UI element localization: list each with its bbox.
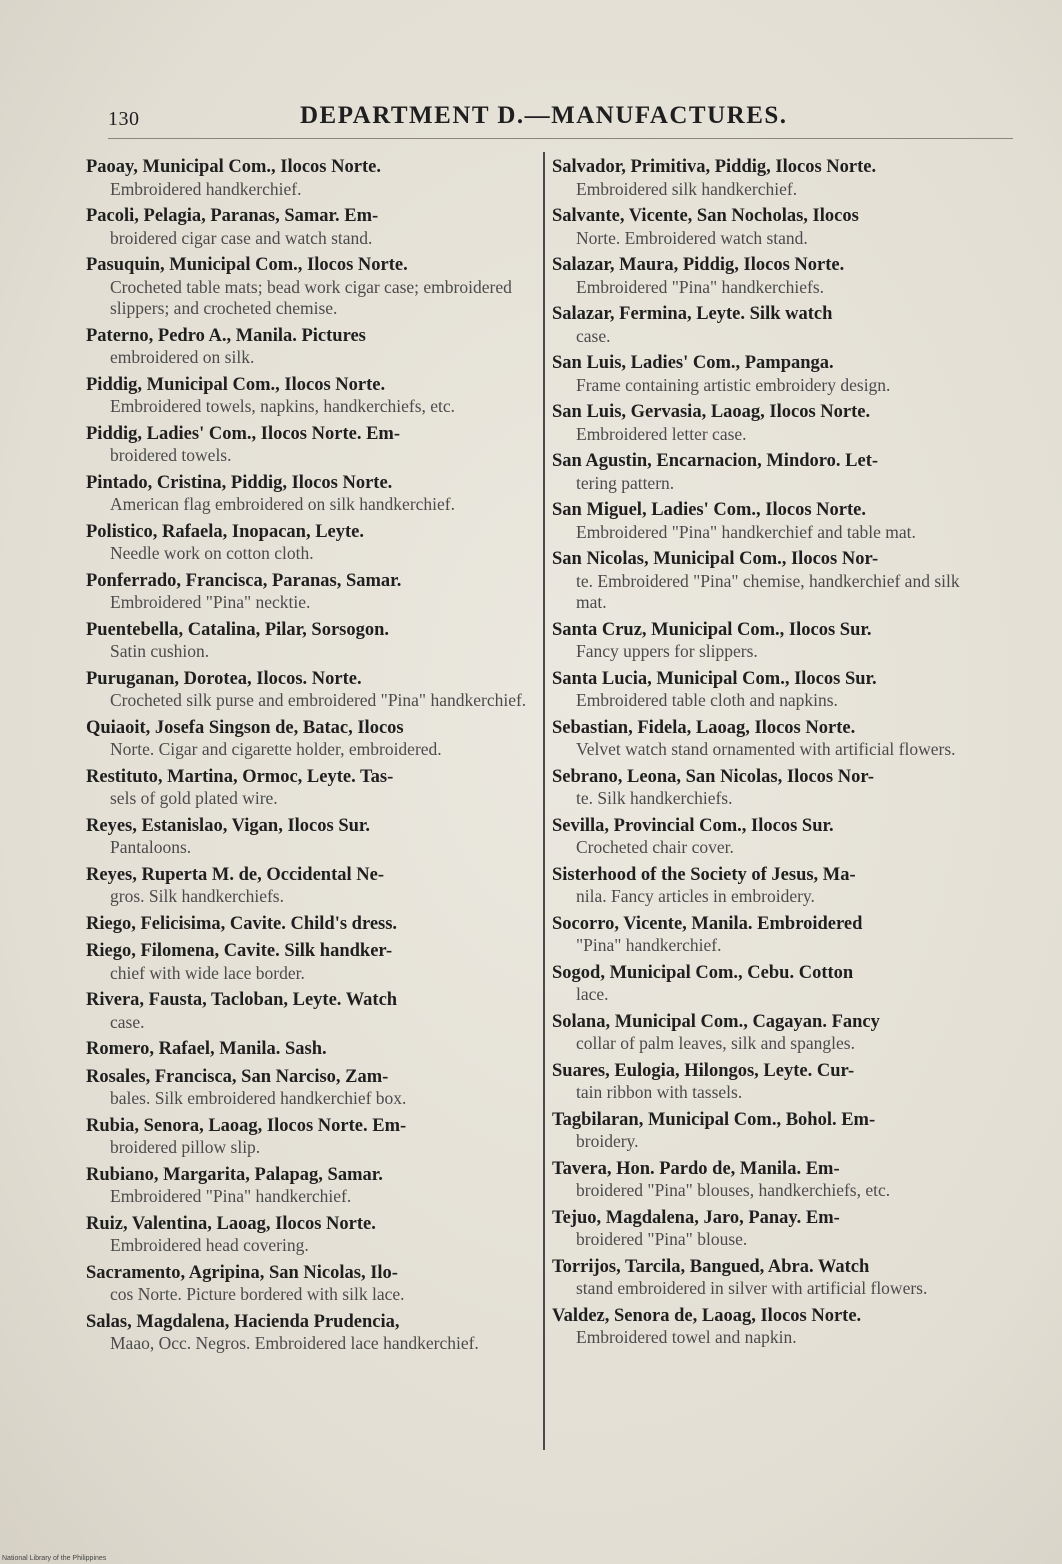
entry-name: Pasuquin, Municipal Com., Ilocos Norte. [86, 255, 408, 275]
list-item [552, 401, 994, 445]
list-item [552, 156, 994, 200]
entry-description: Embroidered "Pina" handkerchief. [110, 1186, 352, 1206]
list-item [86, 374, 532, 418]
list-item [86, 254, 532, 320]
entry-description: broidered pillow slip. [110, 1137, 261, 1157]
entry-name: Reyes, Estanislao, Vigan, Ilocos Sur. [86, 815, 371, 836]
entry-description: Embroidered "Pina" necktie. [110, 592, 311, 612]
list-item [86, 570, 532, 614]
list-item [552, 815, 994, 859]
list-item [86, 1164, 532, 1208]
list-item [86, 325, 532, 369]
entry-description: Norte. Embroidered watch stand. [576, 227, 808, 248]
entry-description: Embroidered head covering. [110, 1235, 309, 1255]
entry-description: Embroidered silk handkerchief. [576, 178, 798, 199]
entry-name: Pacoli, Pelagia, Paranas, Samar. Em- [86, 206, 379, 226]
list-item [552, 1011, 994, 1055]
entry-name: Riego, Filomena, Cavite. Silk handker- [86, 941, 393, 961]
entry-name: San Nicolas, Municipal Com., Ilocos Nor- [552, 549, 879, 569]
entry-name: Salvador, Primitiva, Piddig, Ilocos Norte. [552, 157, 877, 177]
entry-name: Polistico, Rafaela, Inopacan, Leyte. [86, 521, 364, 542]
entry-description: case. [576, 325, 611, 346]
entry-name: Riego, Felicisima, Cavite. Child's dress. [86, 913, 398, 934]
entry-name: Rivera, Fausta, Tacloban, Leyte. Watch [86, 990, 398, 1010]
entry-name: San Luis, Ladies' Com., Pampanga. [552, 353, 834, 373]
entry-description: te. Embroidered "Pina" chemise, handkerchief and silk mat. [576, 570, 960, 612]
entry-description: Crocheted table mats; bead work cigar case; embroidered slippers; and crocheted chemise. [110, 276, 512, 318]
list-item [86, 423, 532, 467]
list-item [86, 1262, 532, 1306]
entry-name: San Miguel, Ladies' Com., Ilocos Norte. [552, 500, 866, 520]
entry-description: broidered "Pina" blouses, handkerchiefs, etc. [576, 1180, 891, 1200]
list-item [86, 521, 532, 565]
entry-name: Paterno, Pedro A., Manila. Pictures [86, 325, 366, 346]
entry-name: Salvante, Vicente, San Nocholas, Ilocos [552, 206, 859, 226]
entry-name: Quiaoit, Josefa Singson de, Batac, Ilocos [86, 717, 404, 738]
entry-name: Rubia, Senora, Laoag, Ilocos Norte. Em- [86, 1115, 407, 1136]
entry-description: broidered cigar case and watch stand. [110, 227, 373, 248]
entry-description: Pantaloons. [110, 837, 192, 857]
entry-name: Salazar, Maura, Piddig, Ilocos Norte. [552, 255, 845, 275]
list-item [86, 766, 532, 810]
list-item [552, 1158, 994, 1202]
entry-description: nila. Fancy articles in embroidery. [576, 886, 815, 906]
entry-name: Sebrano, Leona, San Nicolas, Ilocos Nor- [552, 766, 875, 787]
entry-description: lace. [576, 984, 609, 1004]
list-item [86, 989, 532, 1033]
entry-description: broidered towels. [110, 445, 232, 465]
list-item [552, 450, 994, 494]
entry-description: Velvet watch stand ornamented with artificial flowers. [576, 739, 956, 759]
entry-description: gros. Silk handkerchiefs. [110, 886, 284, 906]
list-item [86, 472, 532, 516]
entry-description: te. Silk handkerchiefs. [576, 788, 733, 808]
list-item [86, 619, 532, 663]
entry-description: Embroidered table cloth and napkins. [576, 690, 838, 710]
entry-name: Puentebella, Catalina, Pilar, Sorsogon. [86, 619, 390, 640]
entry-description: tering pattern. [576, 472, 675, 493]
entry-name: Piddig, Ladies' Com., Ilocos Norte. Em- [86, 423, 400, 444]
entry-name: Puruganan, Dorotea, Ilocos. Norte. [86, 668, 362, 689]
entry-name: Suares, Eulogia, Hilongos, Leyte. Cur- [552, 1060, 855, 1081]
page-title: DEPARTMENT D.—MANUFACTURES. [300, 102, 788, 129]
entry-name: Santa Cruz, Municipal Com., Ilocos Sur. [552, 619, 872, 640]
entry-description: tain ribbon with tassels. [576, 1082, 743, 1102]
list-item [86, 913, 532, 936]
entry-description: Embroidered "Pina" handkerchief and table mat. [576, 521, 916, 542]
column-divider [543, 152, 545, 1450]
list-item [552, 1256, 994, 1300]
entry-description: Embroidered handkerchief. [110, 178, 302, 199]
list-item [552, 205, 994, 249]
list-item [552, 913, 994, 957]
entry-name: San Luis, Gervasia, Laoag, Ilocos Norte. [552, 402, 871, 422]
entry-name: Paoay, Municipal Com., Ilocos Norte. [86, 157, 381, 177]
list-item [552, 766, 994, 810]
entry-name: Salazar, Fermina, Leyte. Silk watch [552, 304, 833, 324]
entry-name: Sisterhood of the Society of Jesus, Ma- [552, 864, 856, 885]
list-item [86, 668, 532, 712]
list-item [552, 864, 994, 908]
entry-description: Maao, Occ. Negros. Embroidered lace handkerchief. [110, 1333, 479, 1353]
entry-name: Sacramento, Agripina, San Nicolas, Ilo- [86, 1262, 398, 1283]
list-item [86, 1311, 532, 1355]
entry-name: Reyes, Ruperta M. de, Occidental Ne- [86, 864, 384, 885]
entry-name: Rubiano, Margarita, Palapag, Samar. [86, 1164, 383, 1185]
entry-description: cos Norte. Picture bordered with silk lace. [110, 1284, 405, 1304]
list-item [552, 303, 994, 347]
entry-name: Rosales, Francisca, San Narciso, Zam- [86, 1066, 389, 1087]
entry-description: Crocheted chair cover. [576, 837, 734, 857]
entry-description: Needle work on cotton cloth. [110, 543, 314, 563]
list-item [86, 1115, 532, 1159]
entry-description: chief with wide lace border. [110, 962, 305, 983]
right-column [552, 156, 994, 1354]
entry-name: Pintado, Cristina, Piddig, Ilocos Norte. [86, 472, 393, 493]
list-item [86, 815, 532, 859]
entry-description: "Pina" handkerchief. [576, 935, 722, 955]
entry-description: bales. Silk embroidered handkerchief box. [110, 1088, 407, 1108]
page-number: 130 [108, 108, 140, 130]
entry-name: Sebastian, Fidela, Laoag, Ilocos Norte. [552, 717, 856, 738]
entry-name: Valdez, Senora de, Laoag, Ilocos Norte. [552, 1305, 862, 1326]
list-item [86, 1066, 532, 1110]
list-item [552, 1207, 994, 1251]
entry-description: Crocheted silk purse and embroidered "Pina" handkerchief. [110, 690, 527, 710]
list-item [86, 717, 532, 761]
entry-name: Restituto, Martina, Ormoc, Leyte. Tas- [86, 766, 394, 787]
entry-description: American flag embroidered on silk handkerchief. [110, 494, 456, 514]
entry-name: Solana, Municipal Com., Cagayan. Fancy [552, 1011, 880, 1032]
entry-name: Tavera, Hon. Pardo de, Manila. Em- [552, 1158, 840, 1179]
entry-name: Santa Lucia, Municipal Com., Ilocos Sur. [552, 668, 877, 689]
entry-name: Torrijos, Tarcila, Bangued, Abra. Watch [552, 1256, 870, 1277]
entry-name: Salas, Magdalena, Hacienda Prudencia, [86, 1311, 400, 1332]
entry-description: Embroidered towel and napkin. [576, 1327, 797, 1347]
list-item [86, 205, 532, 249]
list-item [86, 156, 532, 200]
list-item [552, 717, 994, 761]
entry-name: Ponferrado, Francisca, Paranas, Samar. [86, 570, 402, 591]
entry-description: Embroidered towels, napkins, handkerchiefs, etc. [110, 396, 456, 416]
entry-description: collar of palm leaves, silk and spangles. [576, 1033, 855, 1053]
entry-name: Socorro, Vicente, Manila. Embroidered [552, 913, 863, 934]
entry-name: Sogod, Municipal Com., Cebu. Cotton [552, 962, 854, 983]
list-item [552, 1060, 994, 1104]
scan-credit: National Library of the Philippines [2, 1555, 107, 1562]
list-item [552, 962, 994, 1006]
entry-description: stand embroidered in silver with artificial flowers. [576, 1278, 928, 1298]
entry-name: San Agustin, Encarnacion, Mindoro. Let- [552, 451, 879, 471]
entry-description: case. [110, 1011, 145, 1032]
entry-name: Tagbilaran, Municipal Com., Bohol. Em- [552, 1109, 876, 1130]
list-item [86, 1038, 532, 1061]
entry-description: broidered "Pina" blouse. [576, 1229, 748, 1249]
list-item [86, 1213, 532, 1257]
entry-description: Fancy uppers for slippers. [576, 641, 758, 661]
list-item [86, 864, 532, 908]
entry-name: Romero, Rafael, Manila. Sash. [86, 1039, 327, 1059]
entry-description: Embroidered "Pina" handkerchiefs. [576, 276, 825, 297]
entry-description: sels of gold plated wire. [110, 788, 278, 808]
entry-description: embroidered on silk. [110, 347, 255, 367]
entry-description: Satin cushion. [110, 641, 210, 661]
entry-name: Piddig, Municipal Com., Ilocos Norte. [86, 374, 386, 395]
list-item [552, 254, 994, 298]
entry-description: Frame containing artistic embroidery design. [576, 374, 891, 395]
entry-description: Embroidered letter case. [576, 423, 747, 444]
entry-name: Ruiz, Valentina, Laoag, Ilocos Norte. [86, 1213, 376, 1234]
entry-name: Sevilla, Provincial Com., Ilocos Sur. [552, 815, 834, 836]
left-column [86, 156, 532, 1360]
list-item [552, 1305, 994, 1349]
list-item [86, 940, 532, 984]
entry-description: Norte. Cigar and cigarette holder, embroidered. [110, 739, 442, 759]
entry-name: Tejuo, Magdalena, Jaro, Panay. Em- [552, 1207, 840, 1228]
list-item [552, 668, 994, 712]
list-item [552, 619, 994, 663]
entry-description: broidery. [576, 1131, 639, 1151]
list-item [552, 548, 994, 614]
list-item [552, 352, 994, 396]
page-header [108, 102, 1013, 139]
list-item [552, 1109, 994, 1153]
list-item [552, 499, 994, 543]
